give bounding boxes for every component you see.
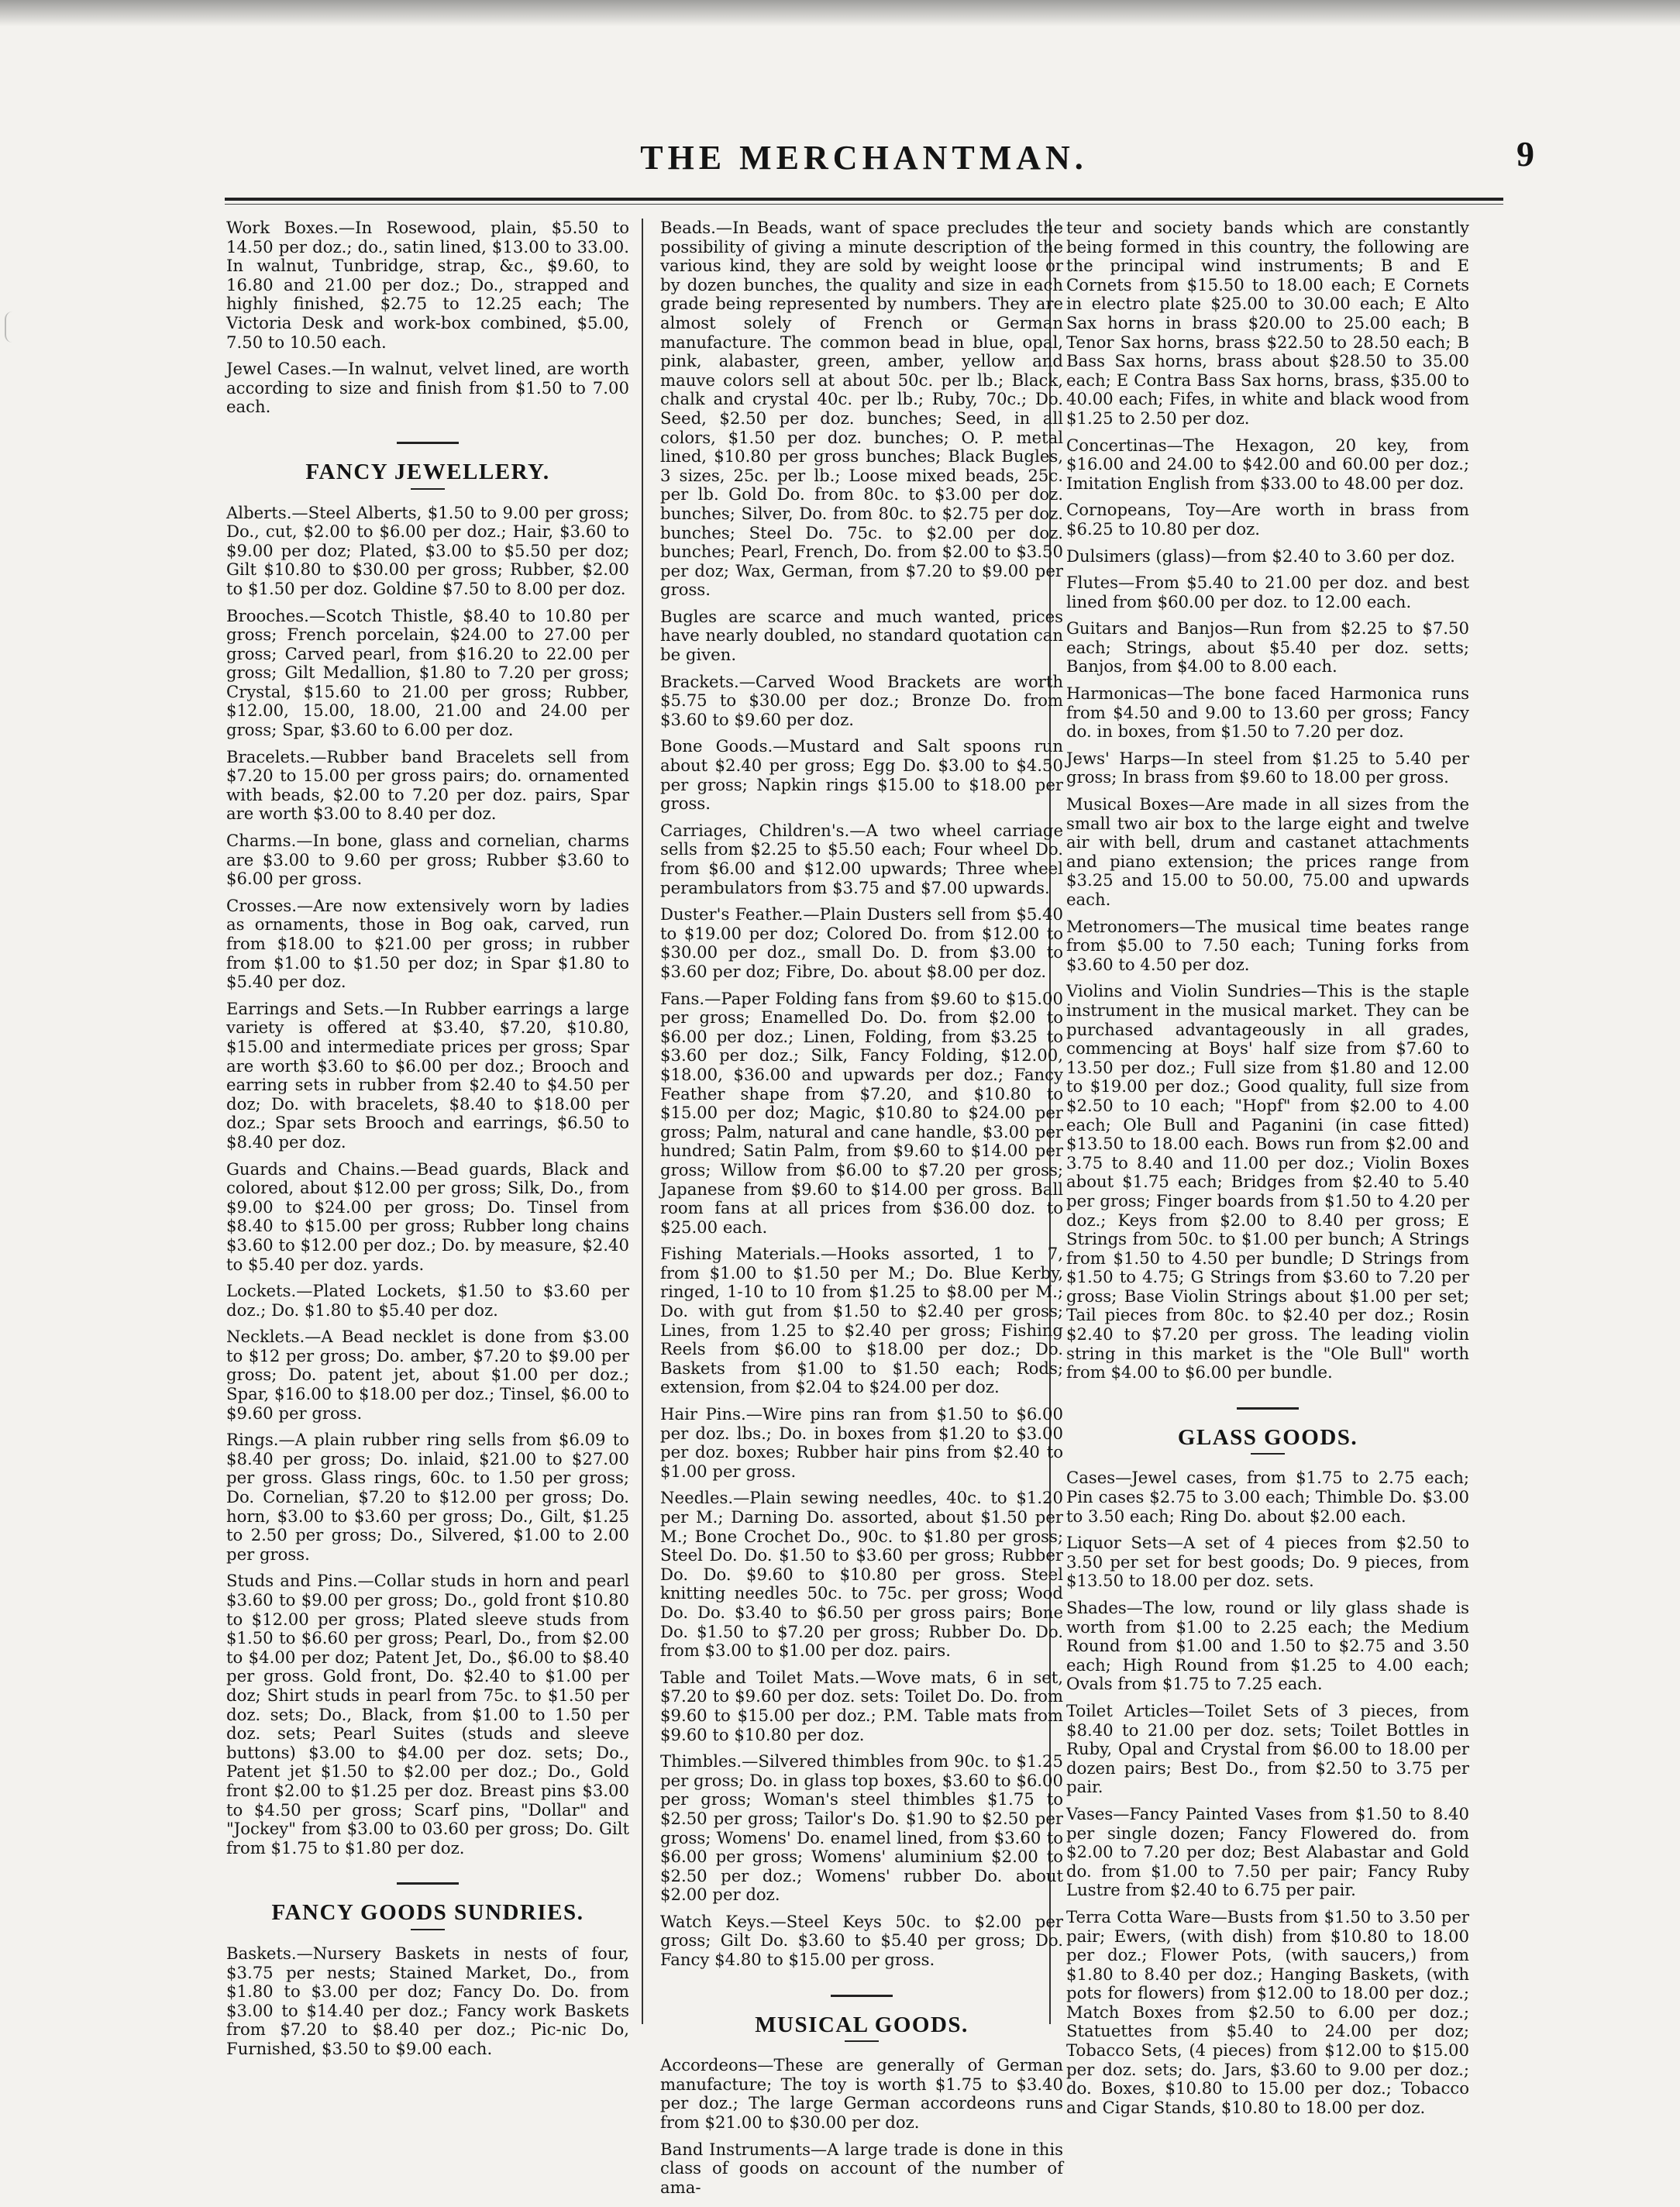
paragraph-cases: Cases—Jewel cases, from $1.75 to 2.75 each; Pin cases $2.75 to 3.00 each; Thimble Do. $3.00 to 3.50 each; Ring Do. about $2.00 each.: [1066, 1468, 1469, 1526]
section-rule: [1251, 1453, 1285, 1455]
section-heading-fancy-jewellery: FANCY JEWELLERY.: [305, 459, 550, 484]
paragraph-charms: Charms.—In bone, glass and cornelian, charms are $3.00 to 9.60 per gross; Rubber $3.60 to $6.00 per gross.: [226, 831, 629, 889]
paragraph-studs-pins: Studs and Pins.—Collar studs in horn and pearl $3.60 to $9.00 per gross; Do., gold front $10.80 to $12.00 per gross; Plated sleeve studs from $1.50 to $6.60 per gross; Pearl, Do., from $2.00 to $4.00 per doz; Patent Jet, Do., $6.00 to $8.40 per gross. Gold front, Do. $2.40 to $1.00 per doz; Shirt studs in pearl from 75c. to $1.50 per doz. sets; Do., Black, from $1.00 to 1.50 per doz. sets; Pearl Suites (studs and sleeve buttons) $3.00 to $4.00 per doz. sets; Do., Patent jet $1.50 to $2.00 per doz.; Do., Gold front $2.00 to $1.25 per doz. Breast pins $3.00 to $4.50 per gross; Scarf pins, "Dollar" and "Jockey" from $3.00 to 03.60 per gross; Do. Gilt from $1.75 to $1.80 per doz.: [226, 1571, 629, 1858]
paragraph-violins: Violins and Violin Sundries—This is the staple instrument in the musical market. They can be purchased advantageously in all grades, commencing at Boys' half size from $7.60 to 13.50 per doz.; Full size from $1.80 and 12.00 to $19.00 per doz.; Good quality, full size from $2.50 to 10 each; "Hopf" from $2.00 to 4.00 each; Ole Bull and Paganini (in case fitted) $13.50 to 18.00 each. Bows run from $2.00 and 3.75 to 8.40 and 11.00 per doz.; Violin Boxes about $1.75 each; Bridges from $2.40 to 5.40 per gross; Finger boards from $1.50 to 4.20 per doz.; Keys from $2.00 to 8.40 per gross; E Strings from 50c. to $1.00 per bunch; A Strings from $1.50 to 4.50 per bundle; D Strings from $1.50 to 4.75; G Strings from $3.60 to 7.20 per gross; Base Violin Strings about $1.00 per set; Tail pieces from 80c. to $2.40 per doz.; Rosin $2.40 to $7.20 per gross. The leading violin string in this market is the "Ole Bull" worth from $4.00 to $6.00 per bundle.: [1066, 981, 1469, 1382]
paragraph-flutes: Flutes—From $5.40 to 21.00 per doz. and best lined from $60.00 per doz. to 12.00 each.: [1066, 573, 1469, 611]
paragraph-crosses: Crosses.—Are now extensively worn by ladies as ornaments, those in Bog oak, carved, run from $18.00 to $21.00 per gross; in rubber from $1.00 to $1.50 per doz; in Spar $1.80 to $5.40 per doz.: [226, 895, 629, 992]
paragraph-musical-boxes: Musical Boxes—Are made in all sizes from the small two air box to the large eight and twelve air with bell, drum and castanet attachments and piano extension; the prices range from $3.25 and 15.00 to 50.00, 75.00 and upwards each.: [1066, 794, 1469, 909]
section-heading-glass-goods: GLASS GOODS.: [1177, 1424, 1358, 1450]
section-rule: [411, 1929, 445, 1930]
column-divider: [642, 219, 643, 2024]
paragraph-watch-keys: Watch Keys.—Steel Keys 50c. to $2.00 per gross; Gilt Do. $3.60 to $5.40 per gross; Do. Fancy $4.80 to $15.00 per gross.: [660, 1911, 1063, 1970]
paragraph-beads: Beads.—In Beads, want of space precludes the possibility of giving a minute description of the various kind, they are sold by weight loose or by dozen bunches, the quality and size in each grade being represented by numbers. They are almost solely of French or German manufacture. The common bead in blue, opal, pink, alabaster, green, amber, yellow and mauve colors sell at about 50c. per lb.; Black, chalk and crystal 40c. per lb.; Ruby, 70c.; Do. Seed, $2.50 per doz. bunches; Seed, in all colors, $1.50 per doz. bunches; O. P. metal lined, $10.80 per gross bunches; Black Bugles, 3 sizes, 25c. per lb.; Loose mixed beads, 25c. per lb. Gold Do. from 80c. to $3.00 per doz. bunches; Silver, Do. from 80c. to $2.75 per doz. bunches; Steel Do. 75c. to $2.00 per doz. bunches; Pearl, French, Do. from $2.00 to $3.50 per doz; Wax, German, from $7.20 to $9.00 per gross.: [660, 218, 1063, 600]
paragraph-baskets: Baskets.—Nursery Baskets in nests of four, $3.75 per nests; Stained Market, Do., from $1.80 to $3.00 per doz; Fancy Do. Do. from $3.00 to $14.40 per doz.; Fancy work Baskets from $7.20 to $8.40 per doz.; Pic-nic Do, Furnished, $3.50 to $9.00 each.: [226, 1943, 629, 2058]
section-rule: [831, 1995, 893, 1997]
section-heading-fancy-goods-sundries: FANCY GOODS SUNDRIES.: [271, 1900, 584, 1926]
section-rule: [845, 2040, 879, 2042]
paragraph-dusters: Duster's Feather.—Plain Dusters sell from $5.40 to $19.00 per doz; Colored Do. from $12.00 to $30.00 per doz., small Do. D. from $3.00 to $3.60 per doz; Fibre, Do. about $8.00 per doz.: [660, 904, 1063, 981]
header-rule-thin: [225, 204, 1503, 205]
paragraph-earrings: Earrings and Sets.—In Rubber earrings a large variety is offered at $3.40, $7.20, $10.80, $15.00 and intermediate prices per gross; Spar are worth $3.60 to $6.00 per doz.; Brooch and earring sets in rubber from $2.40 to $4.50 per doz; Do. with bracelets, $8.40 to $18.00 per doz.; Spar sets Brooch and earrings, $6.50 to $8.40 per doz.: [226, 998, 629, 1152]
paragraph-guards-chains: Guards and Chains.—Bead guards, Black and colored, about $12.00 per gross; Silk, Do., from $9.00 to $24.00 per gross; Do. Tinsel from $8.40 to $15.00 per gross; Rubber long chains $3.60 to $12.00 per doz.; Do. by measure, $2.40 to $5.40 per doz. yards.: [226, 1159, 629, 1274]
paragraph-thimbles: Thimbles.—Silvered thimbles from 90c. to $1.25 per gross; Do. in glass top boxes, $3.60 to $6.00 per gross; Woman's steel thimbles $1.75 to $2.50 per gross; Tailor's Do. $1.90 to $2.50 per gross; Womens' Do. enamel lined, from $3.60 to $6.00 per gross; Womens' aluminium $2.00 to $2.50 per doz.; Womens' rubber Do. about $2.00 per doz.: [660, 1751, 1063, 1905]
section-rule: [397, 442, 459, 444]
paragraph-lockets: Lockets.—Plated Lockets, $1.50 to $3.60 per doz.; Do. $1.80 to $5.40 per doz.: [226, 1281, 629, 1320]
header-rule: [225, 198, 1503, 201]
page-number: 9: [1516, 134, 1534, 174]
paragraph-needles: Needles.—Plain sewing needles, 40c. to $1.20 per M.; Darning Do. assorted, about $1.50 per M.; Bone Crochet Do., 90c. to $1.80 per gross; Steel Do. Do. $1.50 to $3.60 per gross; Rubber Do. Do. $9.60 to $10.80 per gross. Steel knitting needles 50c. to 75c. per gross; Wood Do. Do. $3.40 to $6.50 per gross pairs; Bone Do. $1.50 to $7.20 per gross; Rubber Do. Do. from $3.00 to $1.00 per doz. pairs.: [660, 1488, 1063, 1661]
paragraph-jews-harps: Jews' Harps—In steel from $1.25 to 5.40 per gross; In brass from $9.60 to 18.00 per gross.: [1066, 748, 1469, 787]
column-1: [226, 219, 629, 2066]
column-2: [660, 219, 1063, 2205]
section-rule: [397, 1882, 459, 1885]
paragraph-hair-pins: Hair Pins.—Wire pins ran from $1.50 to $6.00 per doz. lbs.; Do. in boxes from $1.20 to $3.00 per doz. boxes; Rubber hair pins from $2.40 to $1.00 per gross.: [660, 1404, 1063, 1481]
paragraph-bone-goods: Bone Goods.—Mustard and Salt spoons run about $2.40 per gross; Egg Do. $3.00 to $4.50 per gross; Napkin rings $15.00 to $18.00 per gross.: [660, 736, 1063, 814]
paragraph-alberts: Alberts.—Steel Alberts, $1.50 to 9.00 per gross; Do., cut, $2.00 to $6.00 per doz.; Hair, $3.60 to $9.00 per doz; Plated, $3.00 to $5.50 per doz; Gilt $10.80 to $30.00 per gross; Rubber, $2.00 to $1.50 per doz. Goldine $7.50 to 8.00 per doz.: [226, 502, 629, 598]
paragraph-concertinas: Concertinas—The Hexagon, 20 key, from $16.00 and 24.00 to $42.00 and 60.00 per doz.; Imitation English from $33.00 to 48.00 per doz.: [1066, 435, 1469, 493]
paragraph-harmonicas: Harmonicas—The bone faced Harmonica runs from $4.50 and 9.00 to 13.60 per gross; Fancy do. in boxes, from $1.50 to 7.20 per doz.: [1066, 683, 1469, 742]
paragraph-guitars: Guitars and Banjos—Run from $2.25 to $7.50 each; Strings, about $5.40 per doz. setts; Banjos, from $4.00 to 8.00 each.: [1066, 618, 1469, 677]
column-3: [1066, 219, 1469, 2125]
paragraph-liquor-sets: Liquor Sets—A set of 4 pieces from $2.50 to 3.50 per set for best goods; Do. 9 pieces, from $13.50 to 18.00 per doz. sets.: [1066, 1533, 1469, 1591]
paragraph-necklets: Necklets.—A Bead necklet is done from $3.00 to $12 per gross; Do. amber, $7.20 to $9.00 per gross; Do. patent jet, about $1.00 per doz.; Spar, $16.00 to $18.00 per doz.; Tinsel, $6.00 to $9.60 per gross.: [226, 1327, 629, 1423]
paragraph-jewel-cases: Jewel Cases.—In walnut, velvet lined, are worth according to size and finish from $1.50 to 7.00 each.: [226, 359, 629, 417]
paragraph-accordeons: Accordeons—These are generally of German manufacture; The toy is worth $1.75 to $3.40 per doz.; The large German accordeons runs from $21.00 to $30.00 per doz.: [660, 2055, 1063, 2133]
paragraph-carriages: Carriages, Children's.—A two wheel carriage sells from $2.25 to $5.50 each; Four wheel Do. from $6.00 and $12.00 upwards; Three wheel perambulators from $3.75 and $7.00 upwards.: [660, 820, 1063, 897]
paragraph-band-instruments-cont: teur and society bands which are constantly being formed in this country, the following are the principal wind instruments; B and E Cornets from $15.50 to 18.00 each; E Cornets in electro plate $25.00 to 30.00 each; E Alto Sax horns in brass $20.00 to 25.00 each; B Tenor Sax horns, brass $22.50 to 28.50 each; B Bass Sax horns, brass about $28.50 to 35.00 each; E Contra Bass Sax horns, brass, $35.00 to 40.00 each; Fifes, in white and black wood from $1.25 to 2.50 per doz.: [1066, 218, 1469, 428]
paragraph-fishing: Fishing Materials.—Hooks assorted, 1 to 7, from $1.00 to $1.50 per M.; Do. Blue Kerby, ringed, 1-10 to 10 from $1.25 to $8.00 per M.; Do. with gut from $1.50 to $2.40 per gross; Lines, from 1.25 to $2.40 per gross; Fishing Reels from $6.00 to $18.00 per doz.; Do. Baskets from $1.00 to $1.50 each; Rods; extension, from $2.04 to $24.00 per doz.: [660, 1244, 1063, 1397]
masthead: [225, 132, 1534, 186]
paragraph-bugles: Bugles are scarce and much wanted, prices have nearly doubled, no standard quotation can be given.: [660, 606, 1063, 665]
paragraph-vases: Vases—Fancy Painted Vases from $1.50 to 8.40 per single dozen; Fancy Flowered do. from $2.00 to 7.20 per doz; Best Alabastar and Gold do. from $1.00 to 7.50 per pair; Fancy Ruby Lustre from $2.40 to 6.75 per pair.: [1066, 1803, 1469, 1900]
paragraph-band-instruments: Band Instruments—A large trade is done in this class of goods on account of the number of ama-: [660, 2139, 1063, 2197]
paragraph-toilet-articles: Toilet Articles—Toilet Sets of 3 pieces, from $8.40 to 21.00 per doz. sets; Toilet Bottles in Ruby, Opal and Crystal from $6.00 to 18.00 per dozen pairs; Best Do., from $2.50 to 3.75 per pair.: [1066, 1700, 1469, 1797]
scan-margin-mark: [5, 312, 17, 343]
paragraph-work-boxes: Work Boxes.—In Rosewood, plain, $5.50 to 14.50 per doz.; do., satin lined, $13.00 to 33.00. In walnut, Tunbridge, strap, &c., $9.60, to 16.80 and 21.00 per doz.; Do., strapped and highly finished, $2.75 to 12.25 each; The Victoria Desk and work-box combined, $5.00, 7.50 to 10.50 each.: [226, 218, 629, 352]
paragraph-cornopeans: Cornopeans, Toy—Are worth in brass from $6.25 to 10.80 per doz.: [1066, 500, 1469, 539]
paragraph-dulsimers: Dulsimers (glass)—from $2.40 to 3.60 per doz.: [1066, 546, 1455, 566]
paragraph-brooches: Brooches.—Scotch Thistle, $8.40 to 10.80 per gross; French porcelain, $24.00 to 27.00 per gross; Carved pearl, from $16.20 to 22.00 per gross; Gilt Medallion, $1.80 to 7.20 per gross; Crystal, $15.60 to 21.00 per gross; Rubber, $12.00, 15.00, 18.00, 21.00 and 24.00 per gross; Spar, $3.60 to 6.00 per doz.: [226, 605, 629, 740]
section-rule: [411, 488, 445, 490]
page-title: THE MERCHANTMAN.: [640, 139, 1088, 177]
section-rule: [1237, 1407, 1299, 1410]
paragraph-terra-cotta: Terra Cotta Ware—Busts from $1.50 to 3.50 per pair; Ewers, (with dish) from $10.80 to 18.00 per doz.; Flower Pots, (with saucers,) from $1.80 to 8.40 per doz.; Hanging Baskets, (with pots for flowers) from $12.00 to 18.00 per doz.; Match Boxes from $2.50 to 6.00 per doz.; Statuettes from $5.40 to 24.00 per doz; Tobacco Sets, (4 pieces) from $12.00 to $15.00 per doz. sets; do. Jars, $3.60 to 9.00 per doz.; do. Boxes, $10.80 to 15.00 per doz.; Tobacco and Cigar Stands, $10.80 to 18.00 per doz.: [1066, 1906, 1469, 2117]
paragraph-rings: Rings.—A plain rubber ring sells from $6.09 to $8.40 per gross; Do. inlaid, $21.00 to $27.00 per gross. Glass rings, 60c. to 1.50 per gross; Do. Cornelian, $7.20 to $12.00 per gross; Do. horn, $3.00 to $3.60 per gross; Do., Gilt, $1.25 to 2.50 per gross; Do., Silvered, $1.00 to 2.00 per gross.: [226, 1430, 629, 1564]
scan-top-edge: [0, 0, 1680, 26]
paragraph-brackets: Brackets.—Carved Wood Brackets are worth $5.75 to $30.00 per doz.; Bronze Do. from $3.60 to $9.60 per doz.: [660, 671, 1063, 729]
section-heading-musical-goods: MUSICAL GOODS.: [755, 2012, 969, 2037]
paragraph-bracelets: Bracelets.—Rubber band Bracelets sell from $7.20 to 15.00 per gross pairs; do. ornamented with beads, $2.00 to 7.20 per doz. pairs, Spar are worth $3.00 to 8.40 per doz.: [226, 746, 629, 824]
paragraph-shades: Shades—The low, round or lily glass shade is worth from $1.00 to 2.25 each; the Medium Round from $1.00 and 1.50 to $2.75 and 3.50 each; High Round from $1.25 to 4.00 each; Ovals from $1.75 to 7.25 each.: [1066, 1598, 1469, 1694]
paragraph-fans: Fans.—Paper Folding fans from $9.60 to $15.00 per gross; Enamelled Do. Do. from $2.00 to $6.00 per doz.; Linen, Folding, from $3.25 to $3.60 per doz.; Silk, Fancy Folding, $12.00, $18.00, $36.00 and upwards per doz.; Fancy Feather shape from $7.20, and $10.80 to $15.00 per doz; Magic, $10.80 to $24.00 per gross; Palm, natural and cane handle, $3.00 per hundred; Satin Palm, from $9.60 to $14.00 per gross; Willow from $6.00 to $7.20 per gross; Japanese from $9.60 to $14.00 per gross. Ball room fans at all prices from $36.00 doz. to $25.00 each.: [660, 988, 1063, 1237]
paragraph-mats: Table and Toilet Mats.—Wove mats, 6 in set, $7.20 to $9.60 per doz. sets: Toilet Do. Do. from $9.60 to $15.00 per doz.; P.M. Table mats from $9.60 to $10.80 per doz.: [660, 1667, 1063, 1744]
paragraph-metronomers: Metronomers—The musical time beates range from $5.00 to 7.50 each; Tuning forks from $3.60 to 4.50 per doz.: [1066, 916, 1469, 974]
